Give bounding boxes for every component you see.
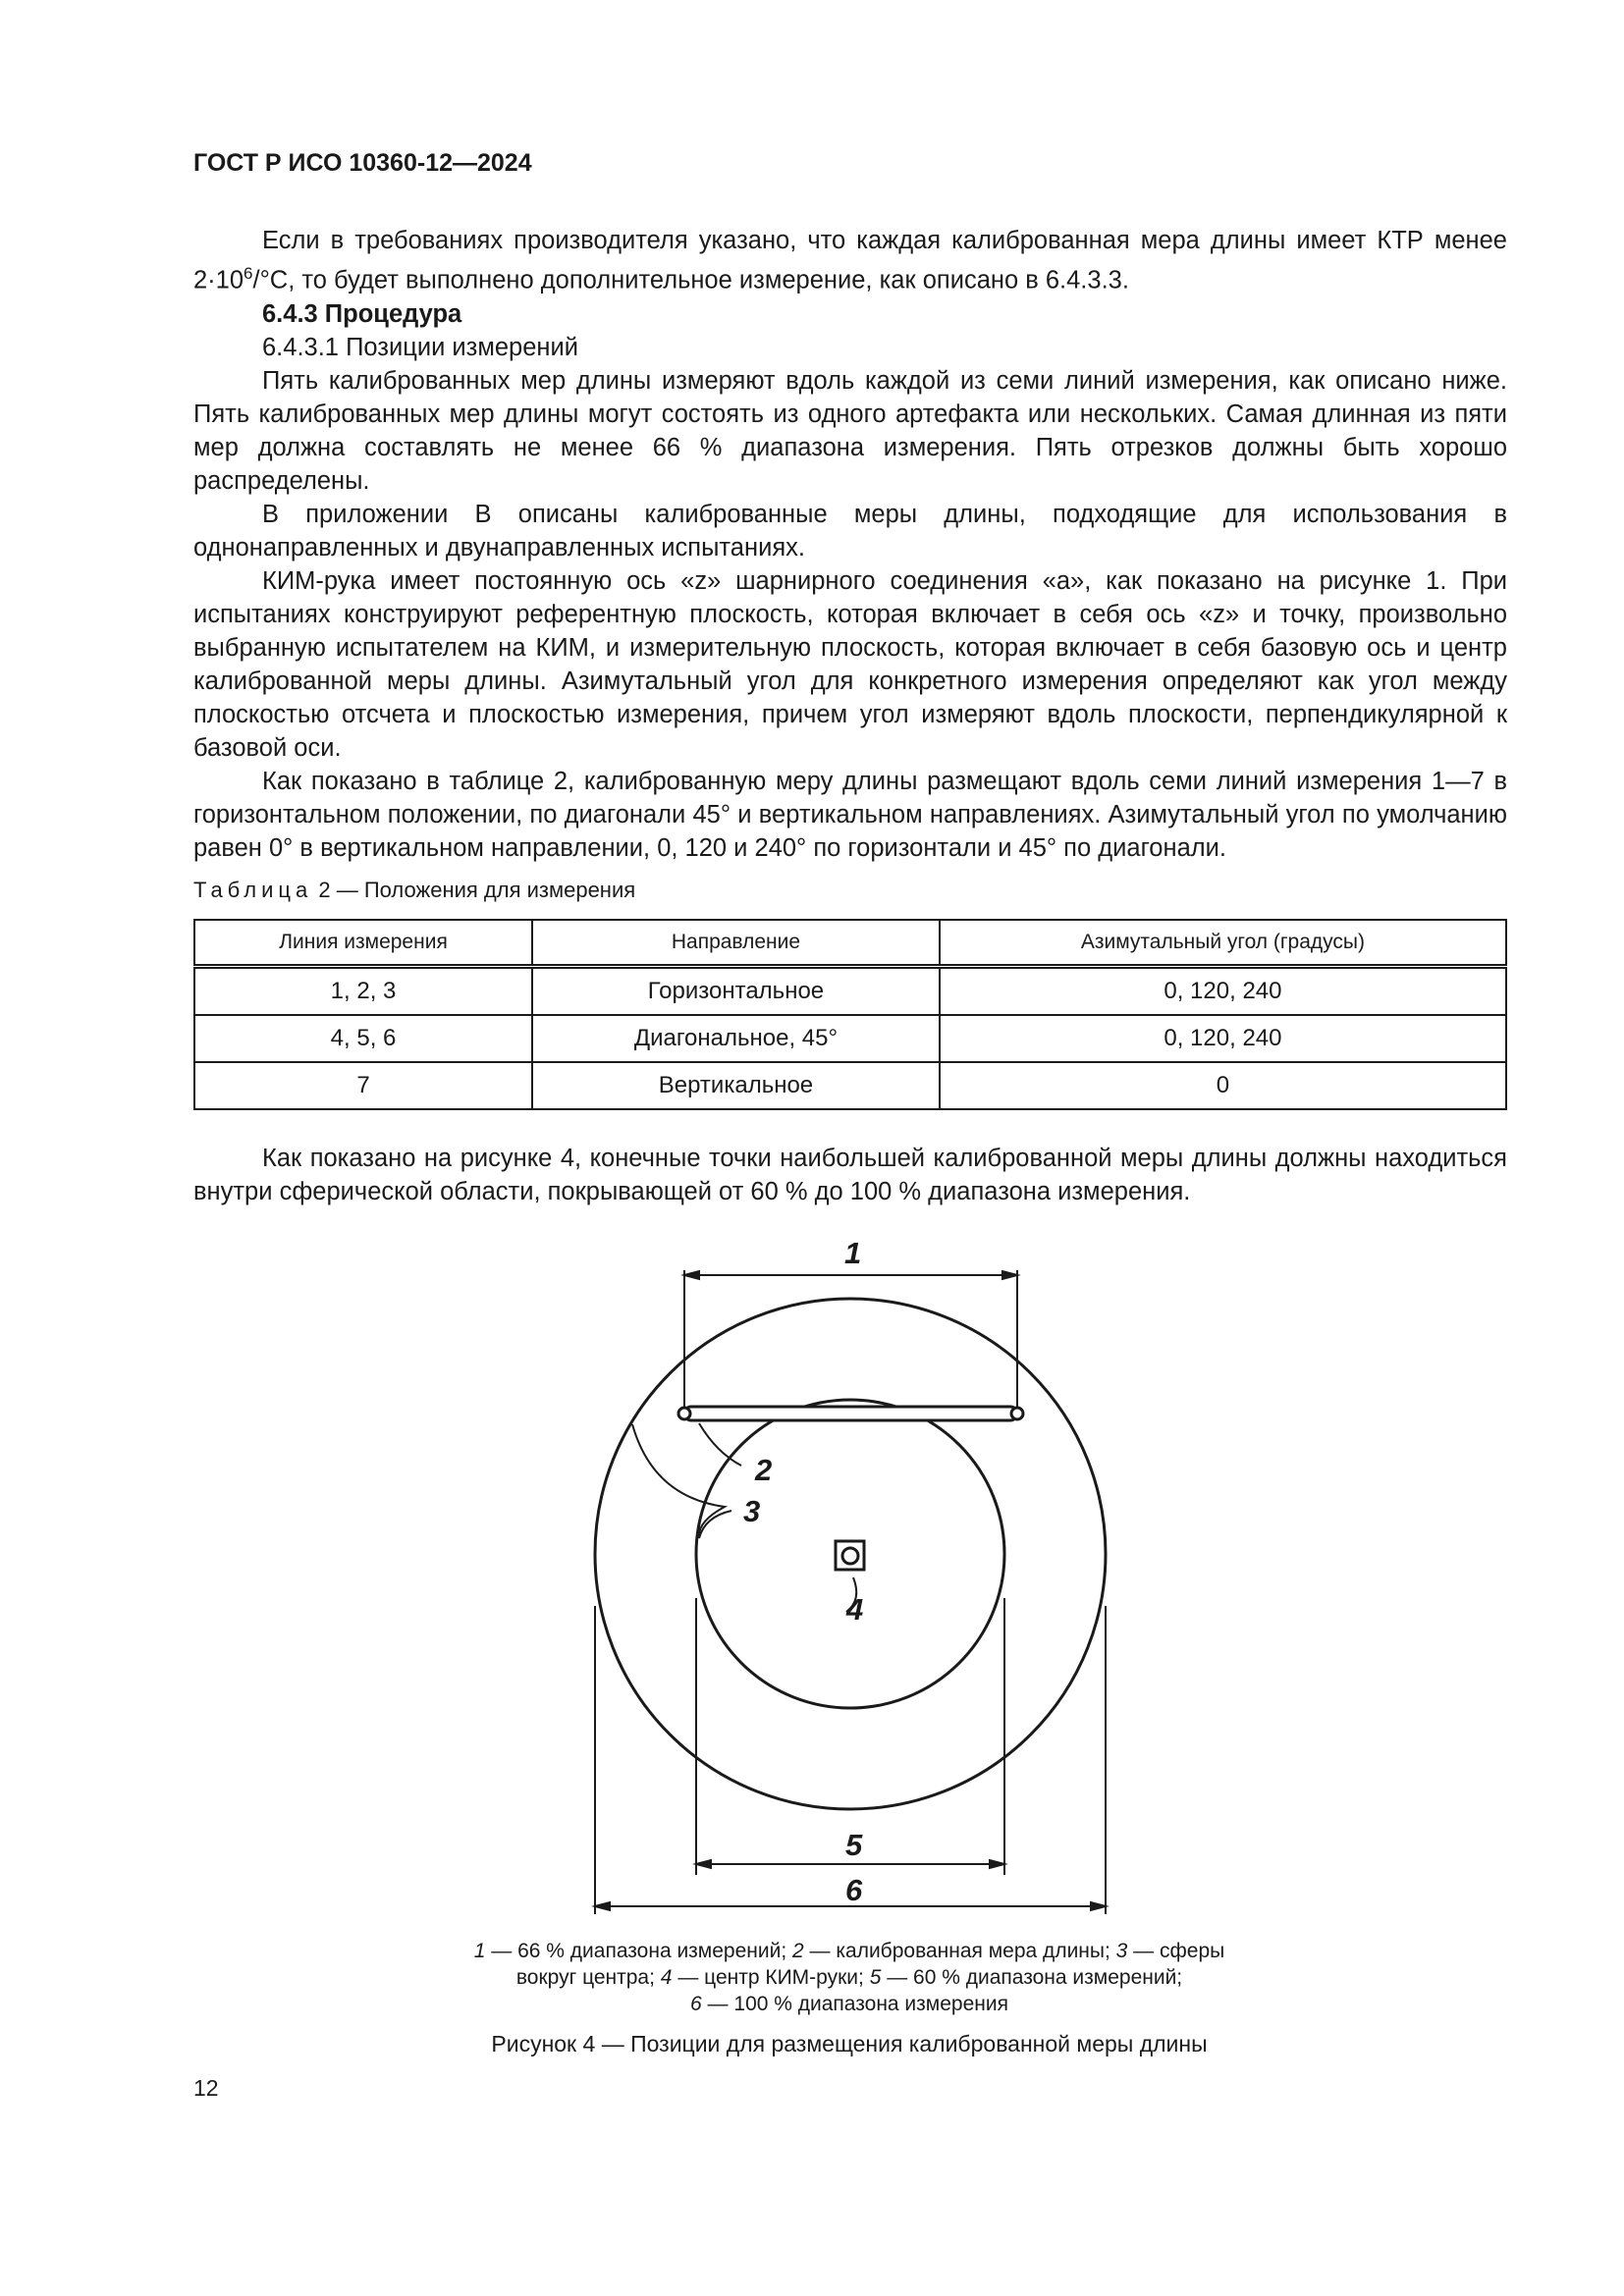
legend-text: вокруг центра; — [515, 1966, 661, 1989]
measurement-positions-diagram — [550, 1227, 1139, 1934]
section-heading: 6.4.3 Процедура — [262, 299, 462, 328]
table-row — [194, 1062, 1506, 1109]
table-cell: Вертикальное — [532, 1062, 940, 1109]
table-cell: Горизонтальное — [532, 967, 940, 1016]
page-number: 12 — [193, 2075, 219, 2101]
paragraph-table-ref: Как показано в таблице 2, калиброванную меру длины размещают вдоль семи линий измерения 1—7 в горизонтальном положении, по диагонали 45° и вертикальном направлениях. Азимутальный угол по умолчанию равен 0° в вертикальном направлении, 0, 120 и 240° по горизонтали и 45° по диагонали. — [193, 767, 1507, 862]
document-header: ГОСТ Р ИСО 10360-12—2024 — [193, 149, 532, 177]
paragraph-figure-ref-block — [193, 1142, 1507, 1208]
legend-num: 3 — [1115, 1940, 1128, 1962]
figure-legend — [393, 1938, 1306, 2017]
figure-title: Рисунок 4 — Позиции для размещения калиброванной меры длины — [491, 2031, 1208, 2056]
legend-text: — сферы — [1127, 1940, 1225, 1962]
calibrated-length-gauge — [678, 1407, 1023, 1420]
body-text — [193, 224, 1507, 865]
subsection-heading: 6.4.3.1 Позиции измерений — [262, 333, 578, 361]
figure-label-2: 2 — [755, 1453, 773, 1487]
exponent: 6 — [244, 264, 253, 283]
legend-num: 1 — [473, 1940, 486, 1962]
figure-label-1: 1 — [844, 1236, 862, 1270]
positions-table — [193, 919, 1507, 1110]
legend-num: 2 — [792, 1940, 804, 1962]
table-caption-word: Таблица — [193, 878, 313, 902]
paragraph-ktr — [193, 224, 1507, 297]
paragraph-ktr-part1: Если в требованиях производителя указано, что каждая калиброванная мера длины имеет КТР менее 2·10 — [193, 227, 1507, 294]
table-cell: Диагональное, 45° — [532, 1015, 940, 1062]
column-header: Линия измерения — [194, 920, 532, 967]
column-header: Азимутальный угол (градусы) — [940, 920, 1506, 967]
table-caption — [193, 878, 635, 903]
dimension-6 — [595, 1606, 1106, 1914]
paragraph-figure-ref: Как показано на рисунке 4, конечные точки наибольшей калиброванной меры длины должны находиться внутри сферической области, покрывающей от 60 % до 100 % диапазона измерения. — [193, 1145, 1507, 1205]
legend-num: 4 — [660, 1966, 673, 1989]
figure-label-6: 6 — [845, 1873, 863, 1907]
dimension-1 — [684, 1270, 1017, 1408]
table-row — [194, 1015, 1506, 1062]
paragraph-ktr-part2: /°C, то будет выполнено дополнительное измерение, как описано в 6.4.3.3. — [252, 266, 1129, 294]
table-cell: 1, 2, 3 — [194, 967, 532, 1016]
paragraph-appendix-b: В приложении В описаны калиброванные меры длины, подходящие для использования в однонаправленных и двунаправленных испытаниях. — [193, 500, 1507, 561]
legend-text: — 60 % диапазона измерений; — [881, 1966, 1183, 1989]
legend-text: — 100 % диапазона измерения — [701, 1993, 1008, 2015]
figure-label-4: 4 — [846, 1592, 864, 1627]
column-header: Направление — [532, 920, 940, 967]
outer-sphere — [595, 1299, 1106, 1809]
figure-label-5: 5 — [845, 1828, 863, 1862]
table-header-row — [194, 920, 1506, 967]
legend-text: — центр КИМ-руки; — [672, 1966, 870, 1989]
paragraph-five-measures: Пять калиброванных мер длины измеряют вдоль каждой из семи линий измерения, как описано ниже. Пять калиброванных мер длины могут состоять из одного артефакта или нескольких. Самая длинная из пяти мер должна составлять не менее 66 % диапазона измерения. Пять отрезков должны быть хорошо распределены. — [193, 366, 1507, 495]
inner-sphere — [696, 1400, 1004, 1708]
table-cell: 4, 5, 6 — [194, 1015, 532, 1062]
figure-label-3: 3 — [743, 1494, 761, 1528]
table-cell: 0, 120, 240 — [940, 1015, 1506, 1062]
table-cell: 0, 120, 240 — [940, 967, 1506, 1016]
legend-text: — калиброванная мера длины; — [803, 1940, 1116, 1962]
paragraph-kim-arm: КИМ-рука имеет постоянную ось «z» шарнирного соединения «a», как показано на рисунке 1. При испытаниях конструируют референтную плоскость, которая включает в себя ось «z» и точку, произвольно выбранную испытателем на КИМ, и измерительную плоскость, которая включает в себя базовую ось и центр калиброванной меры длины. Азимутальный угол для конкретного измерения определяют как угол между плоскостью отсчета и плоскостью измерения, причем угол измеряют вдоль плоскости, перпендикулярной к базовой оси. — [193, 566, 1507, 762]
table-row — [194, 967, 1506, 1016]
legend-num: 6 — [690, 1993, 702, 2015]
table-cell: 7 — [194, 1062, 532, 1109]
table-cell: 0 — [940, 1062, 1506, 1109]
legend-num: 5 — [869, 1966, 882, 1989]
table-caption-rest: 2 — Положения для измерения — [318, 878, 636, 902]
cmm-arm-center-icon — [836, 1541, 864, 1570]
legend-text: — 66 % диапазона измерений; — [485, 1940, 793, 1962]
